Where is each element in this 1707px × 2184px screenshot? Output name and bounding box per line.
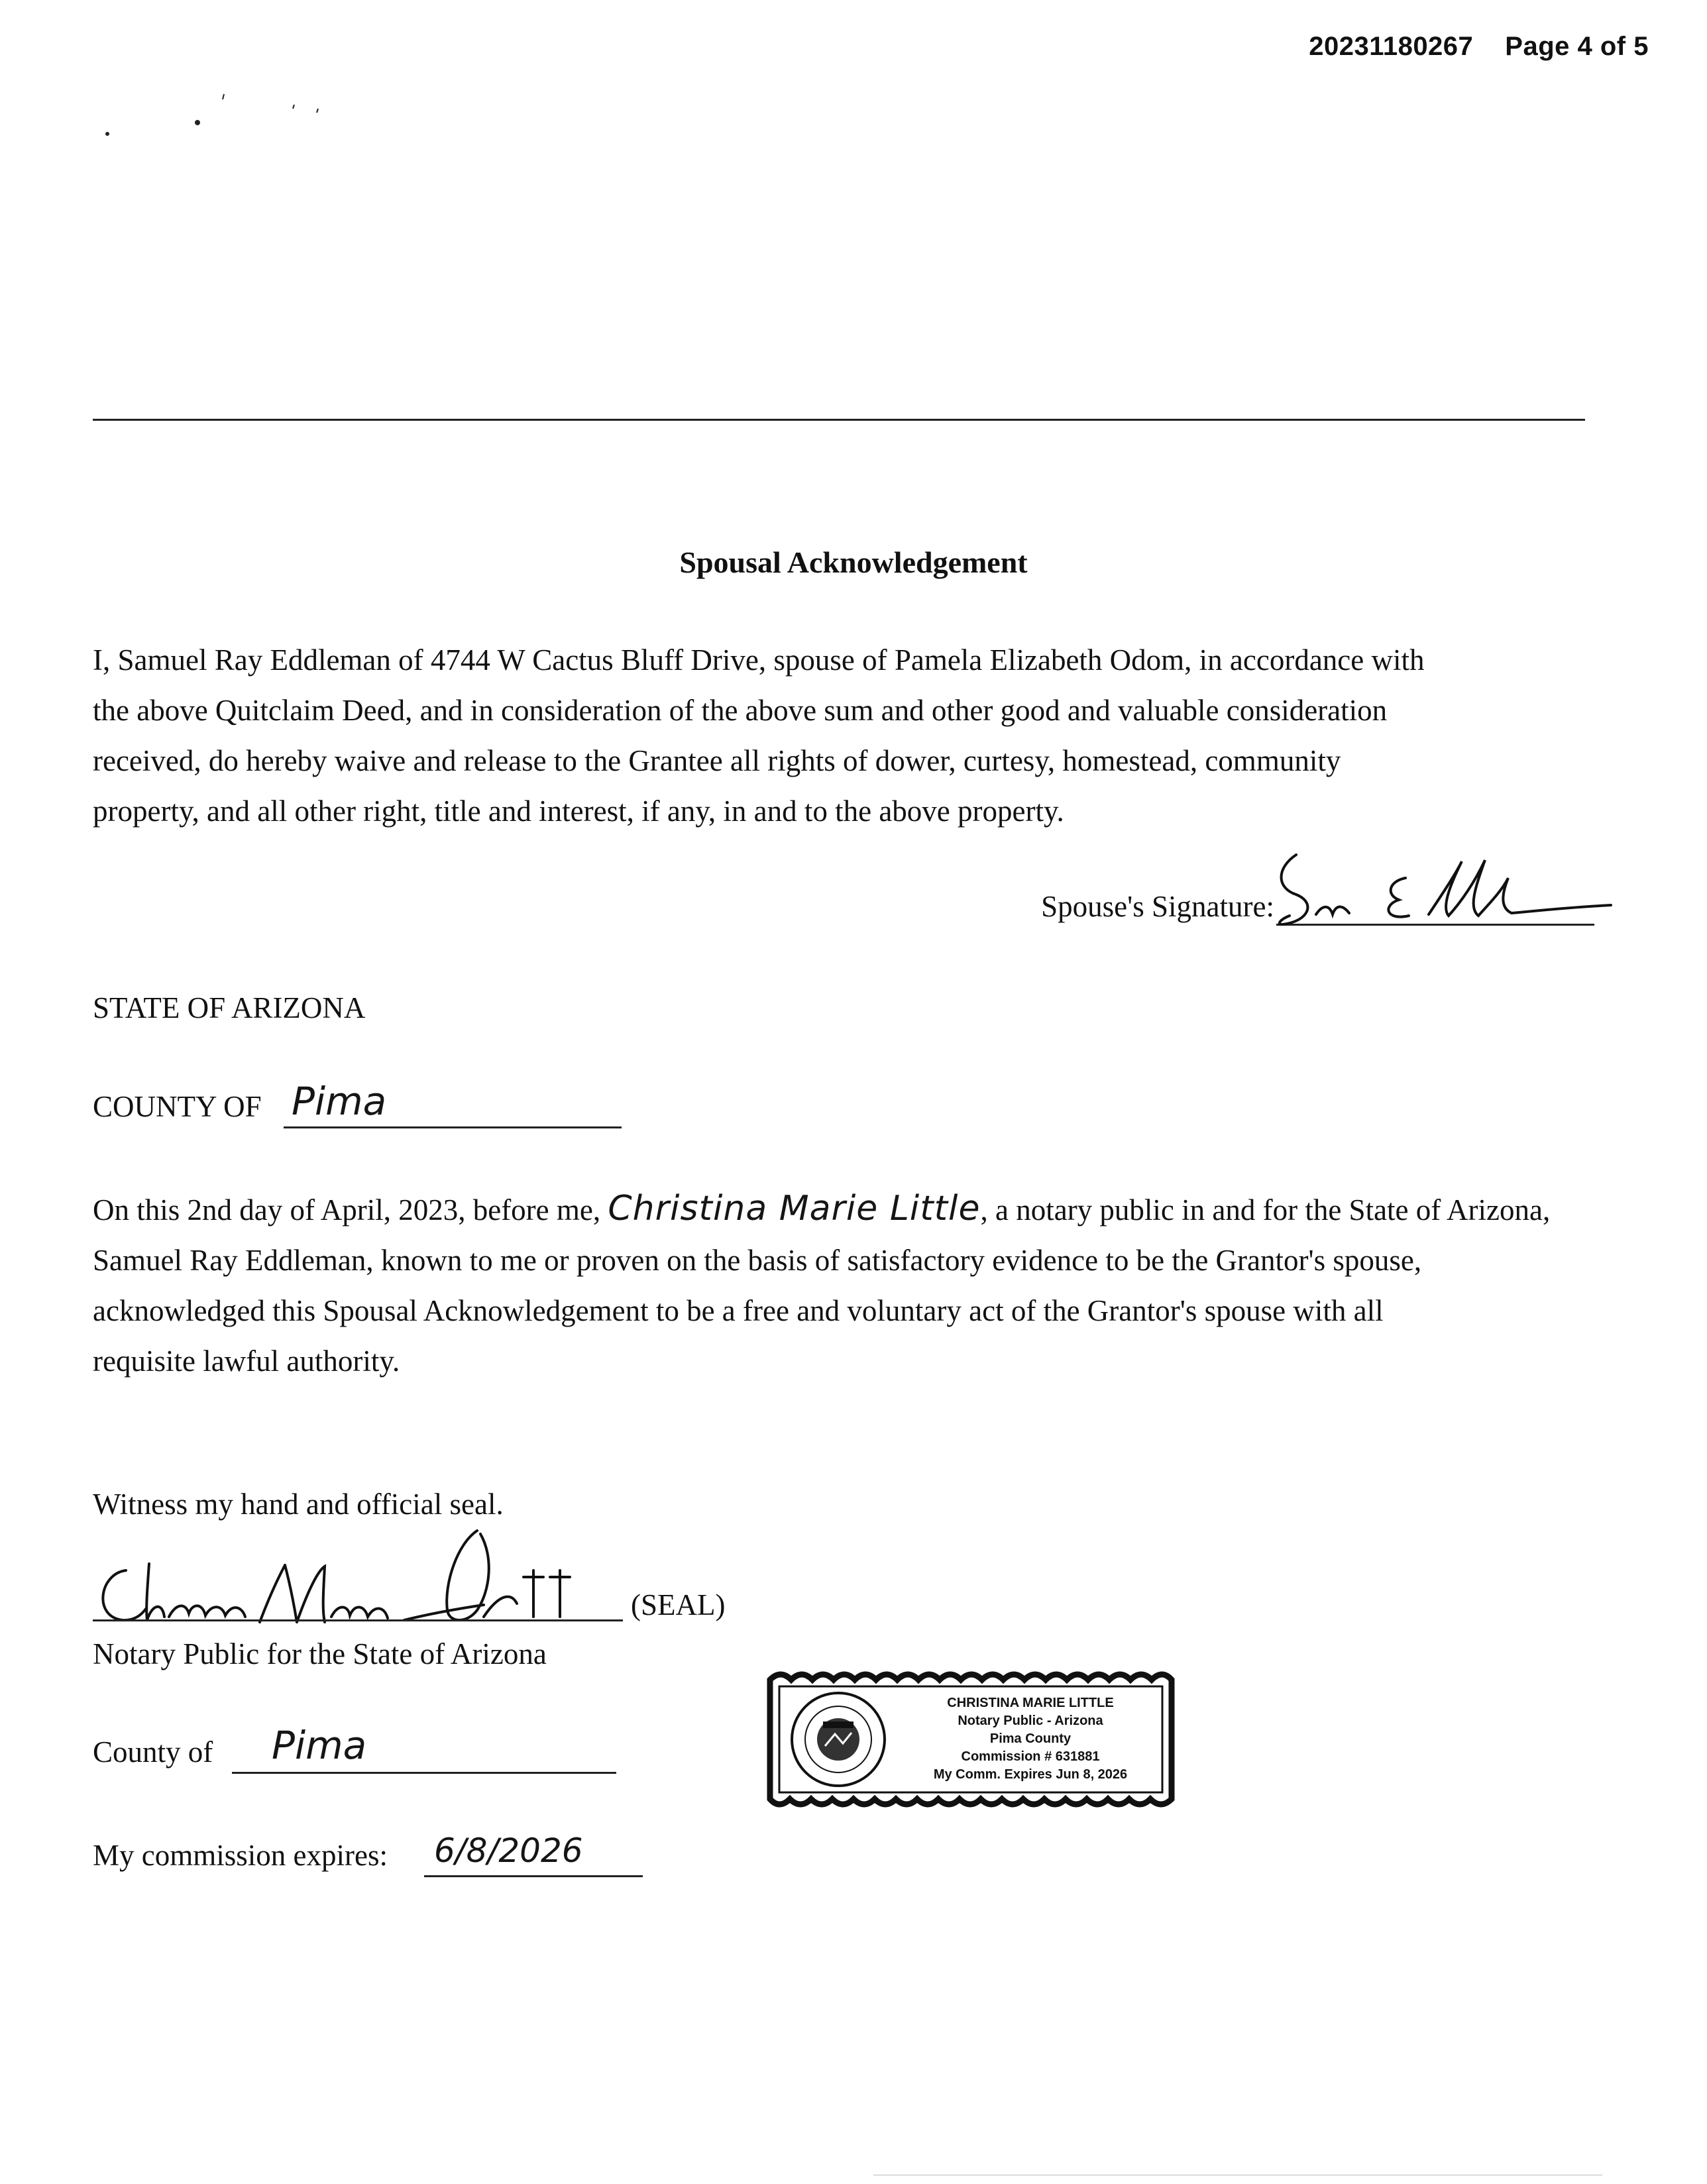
notary-signature-block	[86, 1524, 749, 1637]
paragraph-line: the above Quitclaim Deed, and in consideration of the above sum and other good and valuable consideration	[93, 694, 1388, 727]
notary-stamp	[762, 1660, 1180, 1819]
stamp-line: CHRISTINA MARIE LITTLE	[947, 1696, 1114, 1710]
notarial-text: On this 2nd day of April, 2023, before me,	[93, 1193, 608, 1227]
stamp-line: My Comm. Expires Jun 8, 2026	[933, 1767, 1128, 1782]
paragraph-line: I, Samuel Ray Eddleman of 4744 W Cactus Bluff Drive, spouse of Pamela Elizabeth Odom, in accordance with	[93, 643, 1425, 677]
notarial-paragraph	[93, 1183, 1590, 1386]
paragraph-line: Samuel Ray Eddleman, known to me or proven on the basis of satisfactory evidence to be the Grantor's spouse,	[93, 1244, 1422, 1277]
spouse-signature-block	[759, 842, 1621, 934]
page-indicator: Page 4 of 5	[1505, 32, 1649, 61]
county-label: COUNTY OF	[93, 1090, 262, 1123]
commission-handwritten-date: 6/8/2026	[434, 1831, 583, 1870]
notary-county-handwritten: Pima	[272, 1723, 367, 1768]
paragraph-line	[93, 1183, 1590, 1235]
document-number: 20231180267	[1309, 32, 1474, 61]
notary-public-title: Notary Public for the State of Arizona	[93, 1637, 547, 1670]
witness-statement: Witness my hand and official seal.	[93, 1488, 504, 1521]
county-of-label: County of	[93, 1735, 213, 1769]
seal-label: (SEAL)	[631, 1588, 726, 1621]
stamp-line: Pima County	[989, 1731, 1072, 1746]
top-divider	[93, 419, 1585, 421]
page-header	[1309, 32, 1649, 62]
paragraph-line: received, do hereby waive and release to the Grantee all rights of dower, curtesy, homestead, community	[93, 744, 1341, 777]
notary-county	[93, 1723, 636, 1782]
spouse-signature	[1250, 842, 1621, 934]
commission-expiry	[93, 1828, 676, 1887]
notary-signature-line	[93, 1619, 623, 1621]
county-venue	[93, 1080, 636, 1140]
county-line	[284, 1126, 622, 1128]
stamp-line: Notary Public - Arizona	[958, 1714, 1103, 1728]
commission-line	[424, 1875, 643, 1877]
commission-label: My commission expires:	[93, 1839, 388, 1872]
state-of-arizona: STATE OF ARIZONA	[93, 991, 366, 1024]
paragraph-line: acknowledged this Spousal Acknowledgement to be a free and voluntary act of the Grantor's spouse with all	[93, 1294, 1384, 1327]
page-title: Spousal Acknowledgement	[679, 545, 1028, 579]
spouse-signature-label: Spouse's Signature:	[1041, 890, 1274, 923]
notary-county-line	[232, 1772, 616, 1774]
paragraph-line: requisite lawful authority.	[93, 1344, 400, 1378]
notary-name-handwritten: Christina Marie Little	[608, 1189, 981, 1228]
notarial-text: , a notary public in and for the State of Arizona,	[980, 1193, 1551, 1227]
stamp-text	[901, 1694, 1160, 1784]
paragraph-line: property, and all other right, title and interest, if any, in and to the above property.	[93, 794, 1064, 828]
stamp-line: Commission # 631881	[961, 1749, 1100, 1764]
scan-specks	[99, 86, 338, 139]
acknowledgement-paragraph	[93, 635, 1590, 836]
county-handwritten: Pima	[292, 1079, 387, 1124]
